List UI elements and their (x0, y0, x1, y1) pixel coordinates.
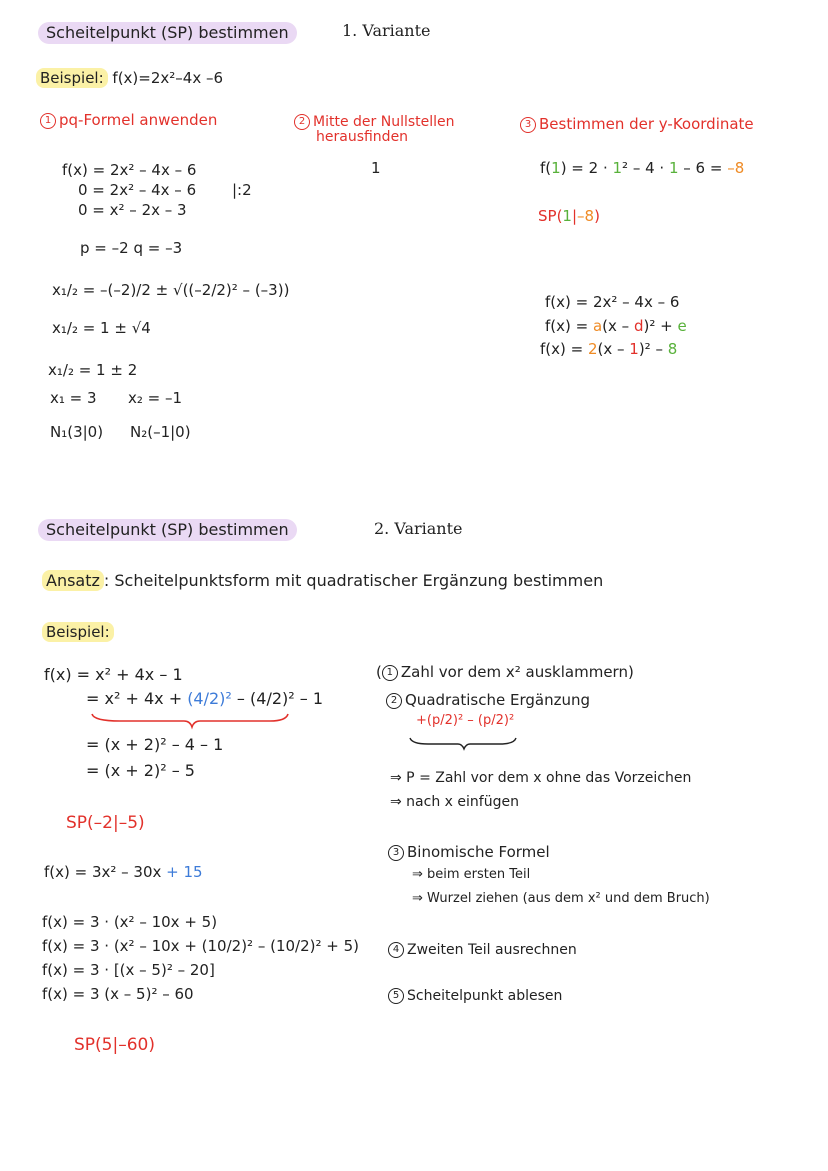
step-number-icon: 4 (388, 942, 404, 958)
col1-line: x₁/₂ = –(–2)/2 ± √((–2/2)² – (–3)) (52, 281, 290, 299)
ex2-line1 (44, 864, 203, 881)
brace-icon (90, 712, 290, 728)
ex1-line2 (86, 690, 323, 708)
sp-x: 1 (562, 207, 572, 225)
variant1-example (36, 70, 223, 87)
step-2-formula: +(p/2)² – (p/2)² (416, 713, 515, 728)
form-e: e (677, 317, 687, 335)
calc-part: – 6 = (678, 159, 728, 177)
step-3-note1: ⇒ beim ersten Teil (412, 867, 531, 882)
col2-heading-line1: Mitte der Nullstellen (313, 114, 455, 130)
form-part: )² + (643, 317, 678, 335)
step-text: Zweiten Teil ausrechnen (407, 942, 577, 958)
ansatz-line (42, 572, 603, 590)
ex1-part: = x² + 4x + (86, 689, 188, 708)
ex1-line1: f(x) = x² + 4x – 1 (44, 665, 183, 684)
form-part: f(x) = (545, 317, 593, 335)
ex2-line3: f(x) = 3 · (x² – 10x + (10/2)² – (10/2)² + 5) (42, 937, 359, 955)
form-d: 1 (629, 340, 639, 358)
step-1: ( 1 Zahl vor dem x² ausklammern) (376, 663, 634, 681)
col1-line: 0 = x² – 2x – 3 (78, 201, 187, 219)
col1-line: |:2 (232, 181, 252, 199)
col1-line: 0 = 2x² – 4x – 6 (78, 181, 197, 199)
ansatz-label: Ansatz (42, 570, 104, 591)
col3-heading-text: Bestimmen der y-Koordinate (539, 115, 754, 133)
col2-heading (294, 114, 455, 145)
step-number-icon: 1 (382, 665, 398, 681)
col1-line: N₁(3|0) (50, 423, 104, 441)
step-3-note2: ⇒ Wurzel ziehen (aus dem x² und dem Bruch) (412, 891, 710, 906)
col3-calc (540, 160, 744, 177)
col3-form2 (545, 318, 687, 335)
calc-x: 1 (612, 159, 623, 177)
col1-line: N₂(–1|0) (130, 423, 191, 441)
col3-sp (538, 208, 600, 225)
step-2 (386, 692, 590, 709)
variant2-example (42, 624, 114, 641)
calc-part: ² – 4 · (622, 159, 669, 177)
calc-x: 1 (551, 159, 561, 177)
step-5 (388, 988, 562, 1004)
ex2-blue-term: + 15 (166, 863, 203, 881)
calc-part: ) = 2 · (560, 159, 613, 177)
col1-line: x₁/₂ = 1 ± √4 (52, 319, 151, 337)
form-e: 8 (667, 340, 678, 358)
col1-line: x₁ = 3 (50, 389, 97, 407)
variant1-title: Scheitelpunkt (SP) bestimmen (38, 22, 297, 44)
calc-part: f( (540, 159, 552, 177)
col1-line: x₂ = –1 (128, 389, 183, 407)
col1-line: p = –2 q = –3 (80, 239, 183, 257)
form-d: d (633, 317, 644, 335)
form-a: a (592, 317, 603, 335)
ex1-part: – (231, 689, 251, 708)
step-number-icon: 3 (388, 845, 404, 861)
col3-form1: f(x) = 2x² – 4x – 6 (545, 293, 680, 311)
ex1-line3: = (x + 2)² – 4 – 1 (86, 735, 224, 754)
sp-part: SP( (538, 207, 563, 225)
sp-y: –8 (577, 207, 595, 225)
step-text: Scheitelpunkt ablesen (407, 988, 563, 1004)
variant2-title: Scheitelpunkt (SP) bestimmen (38, 519, 297, 541)
form-part: )² – (638, 340, 668, 358)
ex2-line2: f(x) = 3 · (x² – 10x + 5) (42, 913, 218, 931)
ex2-line4: f(x) = 3 · [(x – 5)² – 20] (42, 961, 215, 979)
calc-x: 1 (668, 159, 679, 177)
sp-part: | (571, 207, 578, 225)
step-text: Quadratische Ergänzung (405, 691, 591, 709)
brace-icon (408, 736, 518, 750)
step-number-icon: 1 (40, 113, 56, 129)
ex2-line5: f(x) = 3 (x – 5)² – 60 (42, 985, 194, 1003)
step-number-icon: 5 (388, 988, 404, 1004)
variant2-label: 2. Variante (374, 519, 463, 538)
example-function: f(x)=2x²–4x –6 (112, 69, 224, 87)
form-part: (x – (602, 317, 634, 335)
col1-line: x₁/₂ = 1 ± 2 (48, 361, 138, 379)
step-text: Zahl vor dem x² ausklammern) (400, 663, 634, 681)
ex2-part: f(x) = 3x² – 30x (44, 863, 167, 881)
col2-heading-line2: herausfinden (316, 129, 409, 145)
step-number-icon: 2 (294, 114, 310, 130)
example-label: Beispiel: (36, 68, 108, 88)
step-2-note1: ⇒ P = Zahl vor dem x ohne das Vorzeichen (390, 770, 692, 786)
col1-heading (40, 112, 217, 129)
step-3 (388, 844, 550, 861)
step-4 (388, 942, 577, 958)
col3-heading (520, 116, 754, 133)
step-2-note2: ⇒ nach x einfügen (390, 794, 519, 810)
step-number-icon: 3 (520, 117, 536, 133)
sp-part: ) (594, 207, 600, 225)
ex1-blue-term: (4/2)² (187, 689, 232, 708)
form-a: 2 (587, 340, 598, 358)
col2-value: 1 (371, 159, 381, 177)
col1-line: f(x) = 2x² – 4x – 6 (62, 161, 197, 179)
example-label: Beispiel: (42, 622, 114, 642)
step-text: Binomische Formel (407, 843, 550, 861)
col1-heading-text: pq-Formel anwenden (59, 111, 218, 129)
variant1-label: 1. Variante (342, 21, 431, 40)
ex1-line4: = (x + 2)² – 5 (86, 761, 195, 780)
ex1-part: (4/2)² (250, 689, 295, 708)
ex1-sp: SP(–2|–5) (66, 813, 145, 833)
ex1-part: – 1 (294, 689, 324, 708)
ex2-sp: SP(5|–60) (74, 1035, 155, 1055)
col3-form3 (540, 341, 677, 358)
step-number-icon: 2 (386, 693, 402, 709)
form-part: (x – (597, 340, 630, 358)
calc-result: –8 (727, 159, 745, 177)
ansatz-text: : Scheitelpunktsform mit quadratischer Ergänzung bestimmen (103, 571, 604, 590)
form-part: f(x) = (540, 340, 588, 358)
